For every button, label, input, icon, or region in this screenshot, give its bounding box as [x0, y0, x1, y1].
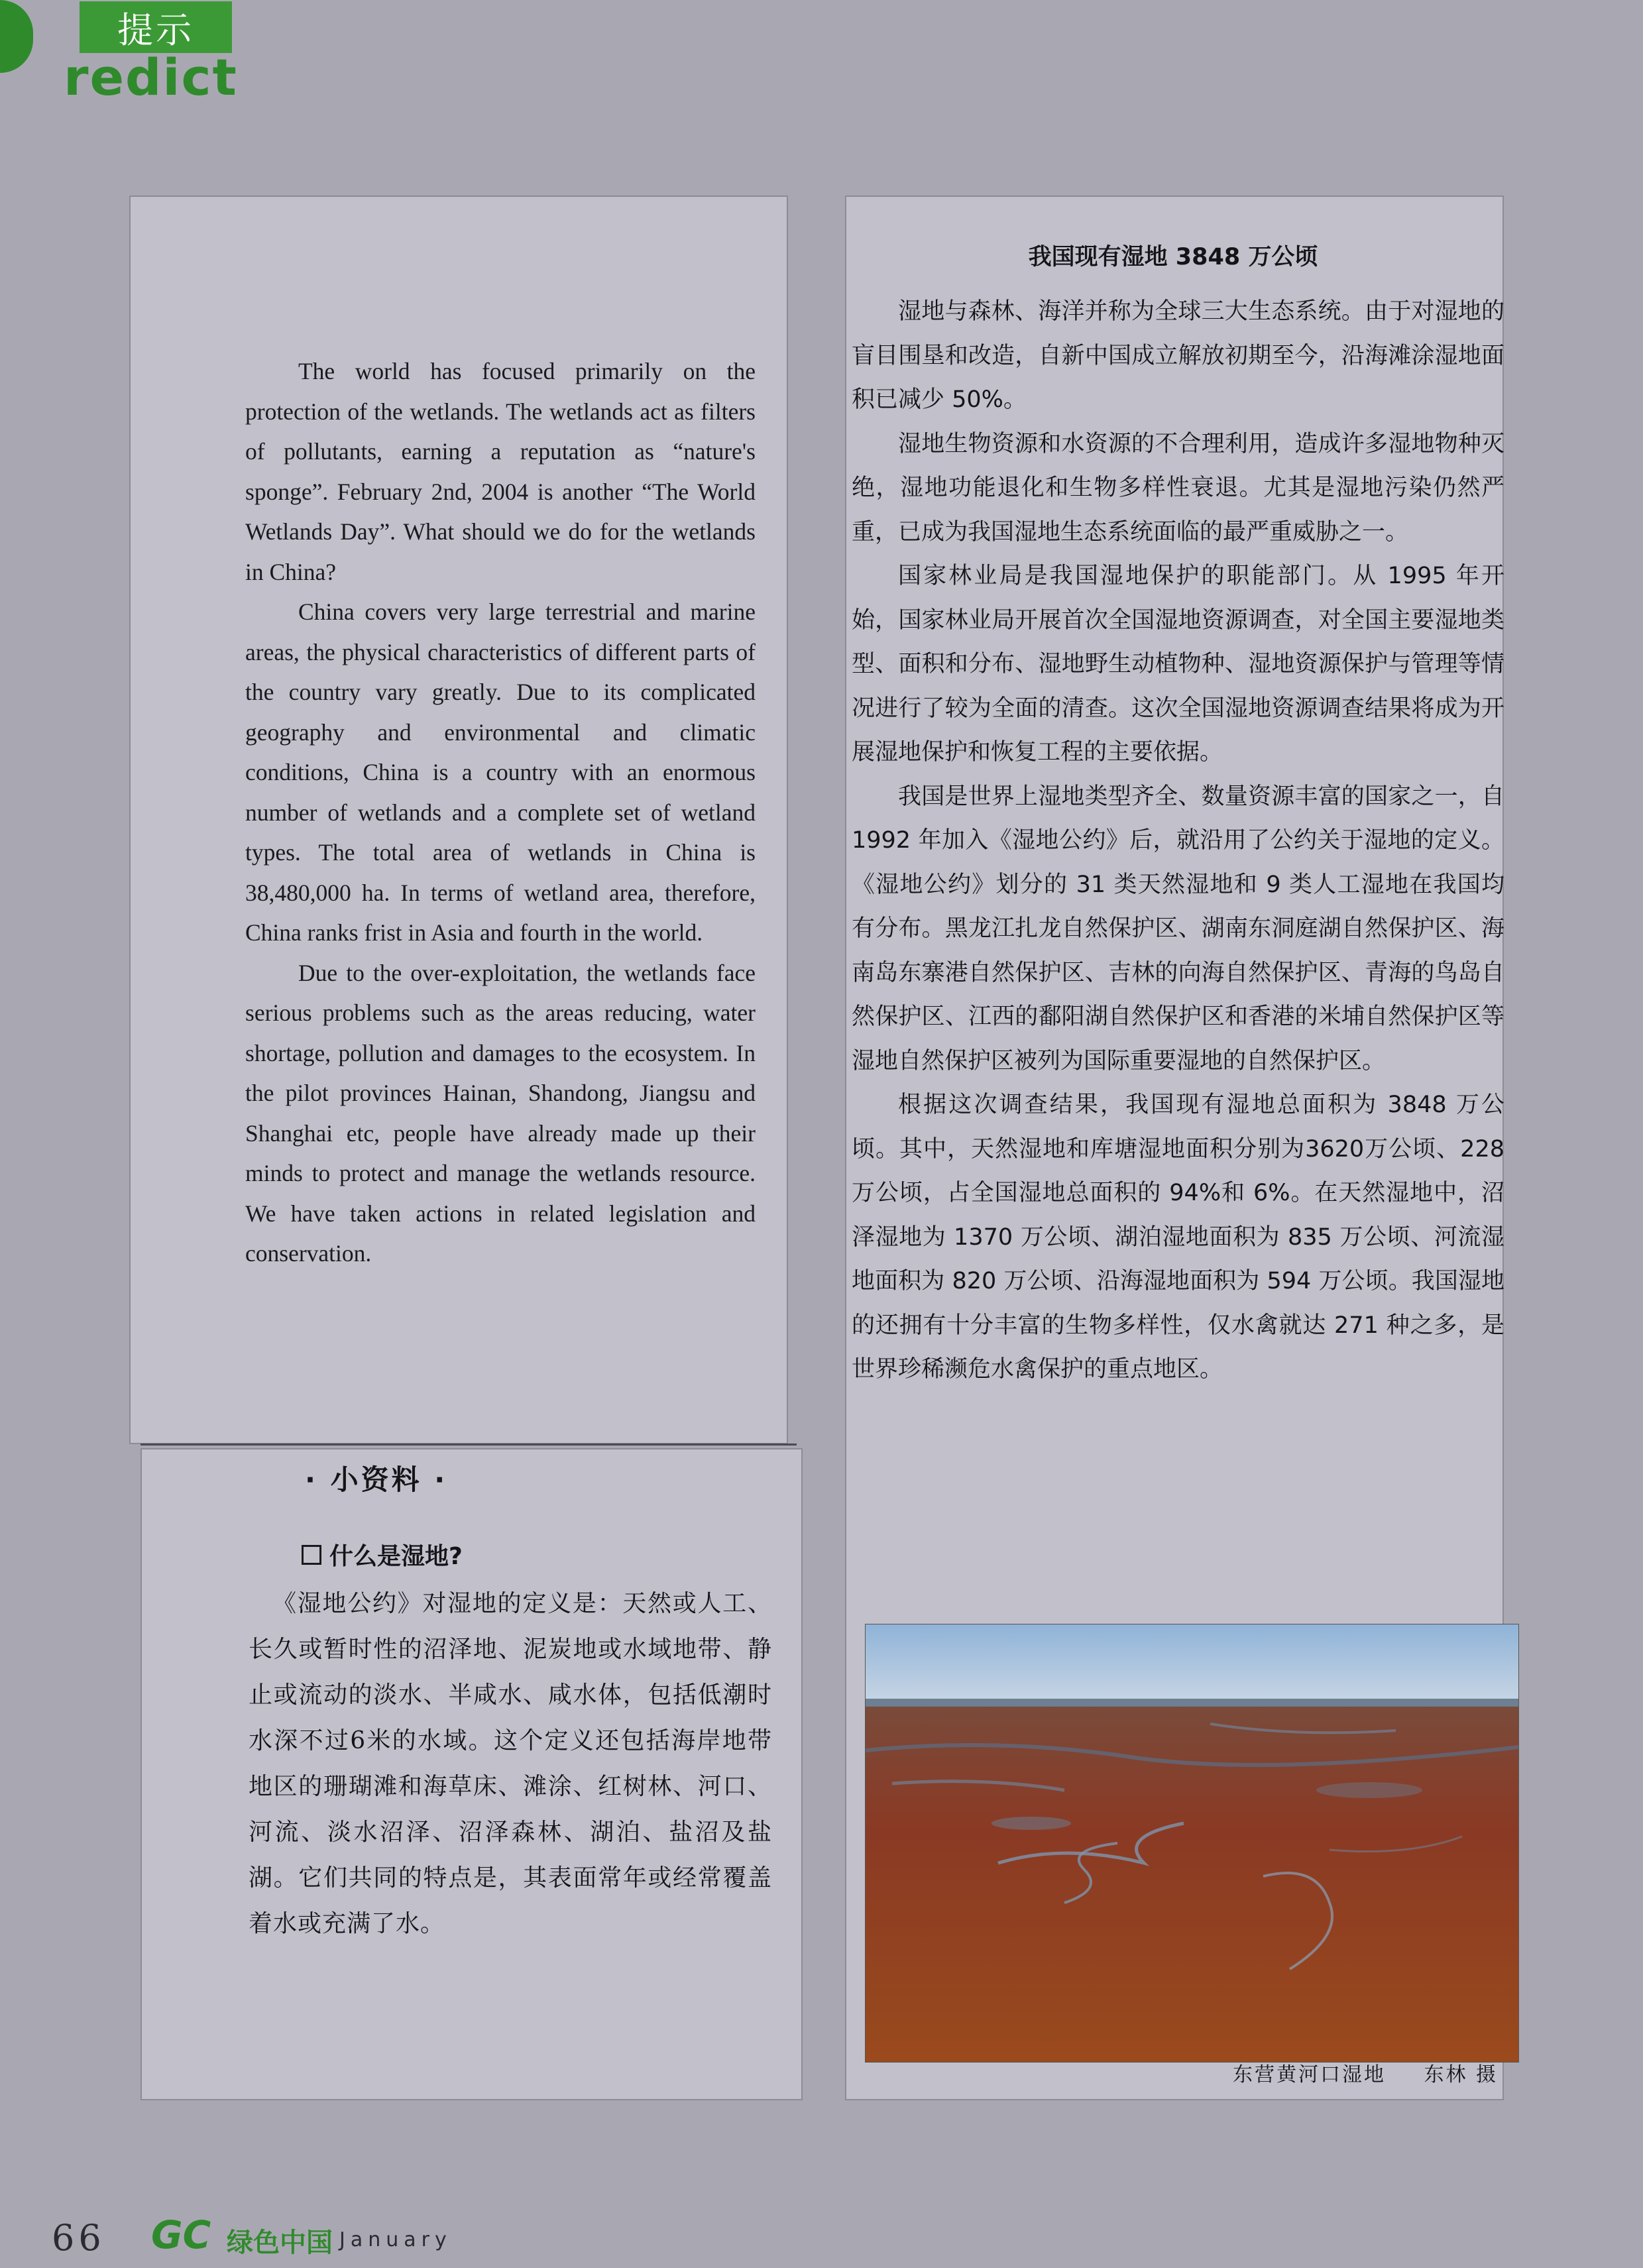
checkbox-icon: [302, 1545, 321, 1565]
chinese-paragraph: 我国是世界上湿地类型齐全、数量资源丰富的国家之一，自 1992 年加入《湿地公约》后，就沿用了公约关于湿地的定义。《湿地公约》划分的 31 类天然湿地和 9 类人工湿地在我国均有分布。黑龙江扎龙自然保护区、湖南东洞庭湖自然保护区、海南岛东寨港自然保护区、吉林的向海自然保护区、青海的鸟岛自然保护区、江西的鄱阳湖自然保护区和香港的米埔自然保护区等湿地自然保护区被列为国际重要湿地的自然保护区。: [852, 783, 1504, 1074]
section-title: redict: [64, 48, 238, 107]
chinese-article-heading: 我国现有湿地 3848 万公顷: [1028, 244, 1318, 270]
sidebar-note-question-row: [302, 1538, 463, 1571]
issue-month: January: [339, 2228, 452, 2251]
header-badge-p: [0, 0, 33, 73]
chinese-paragraph: 国家林业局是我国湿地保护的职能部门。从 1995 年开始，国家林业局开展首次全国湿地资源调查，对全国主要湿地类型、面积和分布、湿地野生动植物种、湿地资源保护与管理等情况进行了较为全面的清查。这次全国湿地资源调查结果将成为开展湿地保护和恢复工程的主要依据。: [852, 563, 1504, 765]
english-article: [245, 351, 756, 1274]
wetland-photo: [865, 1624, 1519, 2063]
english-paragraph: China covers very large terrestrial and marine areas, the physical characteristics of different parts of the country vary greatly. Due to its complicated geography and environmental and climatic conditions, China is a country with an enormous number of wetlands and a complete set of wetland types. The total area of wetlands in China is 38,480,000 ha. In terms of wetland area, therefore, China ranks frist in Asia and fourth in the world.: [245, 598, 756, 946]
chinese-paragraph: 湿地生物资源和水资源的不合理利用，造成许多湿地物种灭绝，湿地功能退化和生物多样性衰退。尤其是湿地污染仍然严重，已成为我国湿地生态系统面临的最严重威胁之一。: [852, 430, 1504, 545]
magazine-logo: GC: [151, 2212, 211, 2257]
chinese-paragraph: 根据这次调查结果，我国现有湿地总面积为 3848 万公顷。其中，天然湿地和库塘湿地面积分别为3620万公顷、228 万公顷，占全国湿地总面积的 94%和 6%。在天然湿地中，沼泽湿地为 1370 万公顷、湖泊湿地面积为 835 万公顷、河流湿地面积为 820 万公顷、沿海湿地面积为 594 万公顷。我国湿地的还拥有十分丰富的生物多样性，仅水禽就达 271 种之多，是世界珍稀濒危水禽保护的重点地区。: [852, 1092, 1504, 1383]
chinese-paragraph: 湿地与森林、海洋并称为全球三大生态系统。由于对湿地的盲目围垦和改造，自新中国成立解放初期至今，沿海滩涂湿地面积已减少 50%。: [852, 298, 1504, 413]
photo-caption-location: 东营黄河口湿地: [1233, 2063, 1386, 2086]
section-label: 提示: [80, 1, 232, 53]
photo-caption-credit: 东林 摄: [1424, 2063, 1498, 2086]
wetland-landscape-image: [866, 1624, 1518, 2062]
english-paragraph: Due to the over-exploitation, the wetlands face serious problems such as the areas reducing, water shortage, pollution and damages to the ecosystem. In the pilot provinces Hainan, Shandong, Jiangsu and Shanghai etc, people have already made up their minds to protect and manage the wetlands resource. We have taken actions in related legislation and conservation.: [245, 959, 756, 1267]
sidebar-note-body: 《湿地公约》对湿地的定义是：天然或人工、长久或暂时性的沼泽地、泥炭地或水域地带、静止或流动的淡水、半咸水、咸水体，包括低潮时水深不过6米的水域。这个定义还包括海岸地带地区的珊瑚滩和海草床、滩涂、红树林、河口、河流、淡水沼泽、沼泽森林、湖泊、盐沼及盐湖。它们共同的特点是，其表面常年或经常覆盖着水或充满了水。: [249, 1590, 772, 1937]
english-paragraph: The world has focused primarily on the protection of the wetlands. The wetlands act as filters of pollutants, earning a reputation as “nature's sponge”. February 2nd, 2004 is another “The World Wetlands Day”. What should we do for the wetlands in China?: [245, 358, 756, 585]
page-number: 66: [52, 2217, 105, 2259]
sidebar-note-question: 什么是湿地?: [329, 1543, 463, 1570]
magazine-name: 绿色中国: [227, 2228, 333, 2258]
photo-caption: [1233, 2058, 1498, 2087]
sidebar-note-title: · 小资料 ·: [305, 1463, 448, 1496]
chinese-article: [852, 290, 1504, 1392]
section-divider: [141, 1444, 797, 1446]
